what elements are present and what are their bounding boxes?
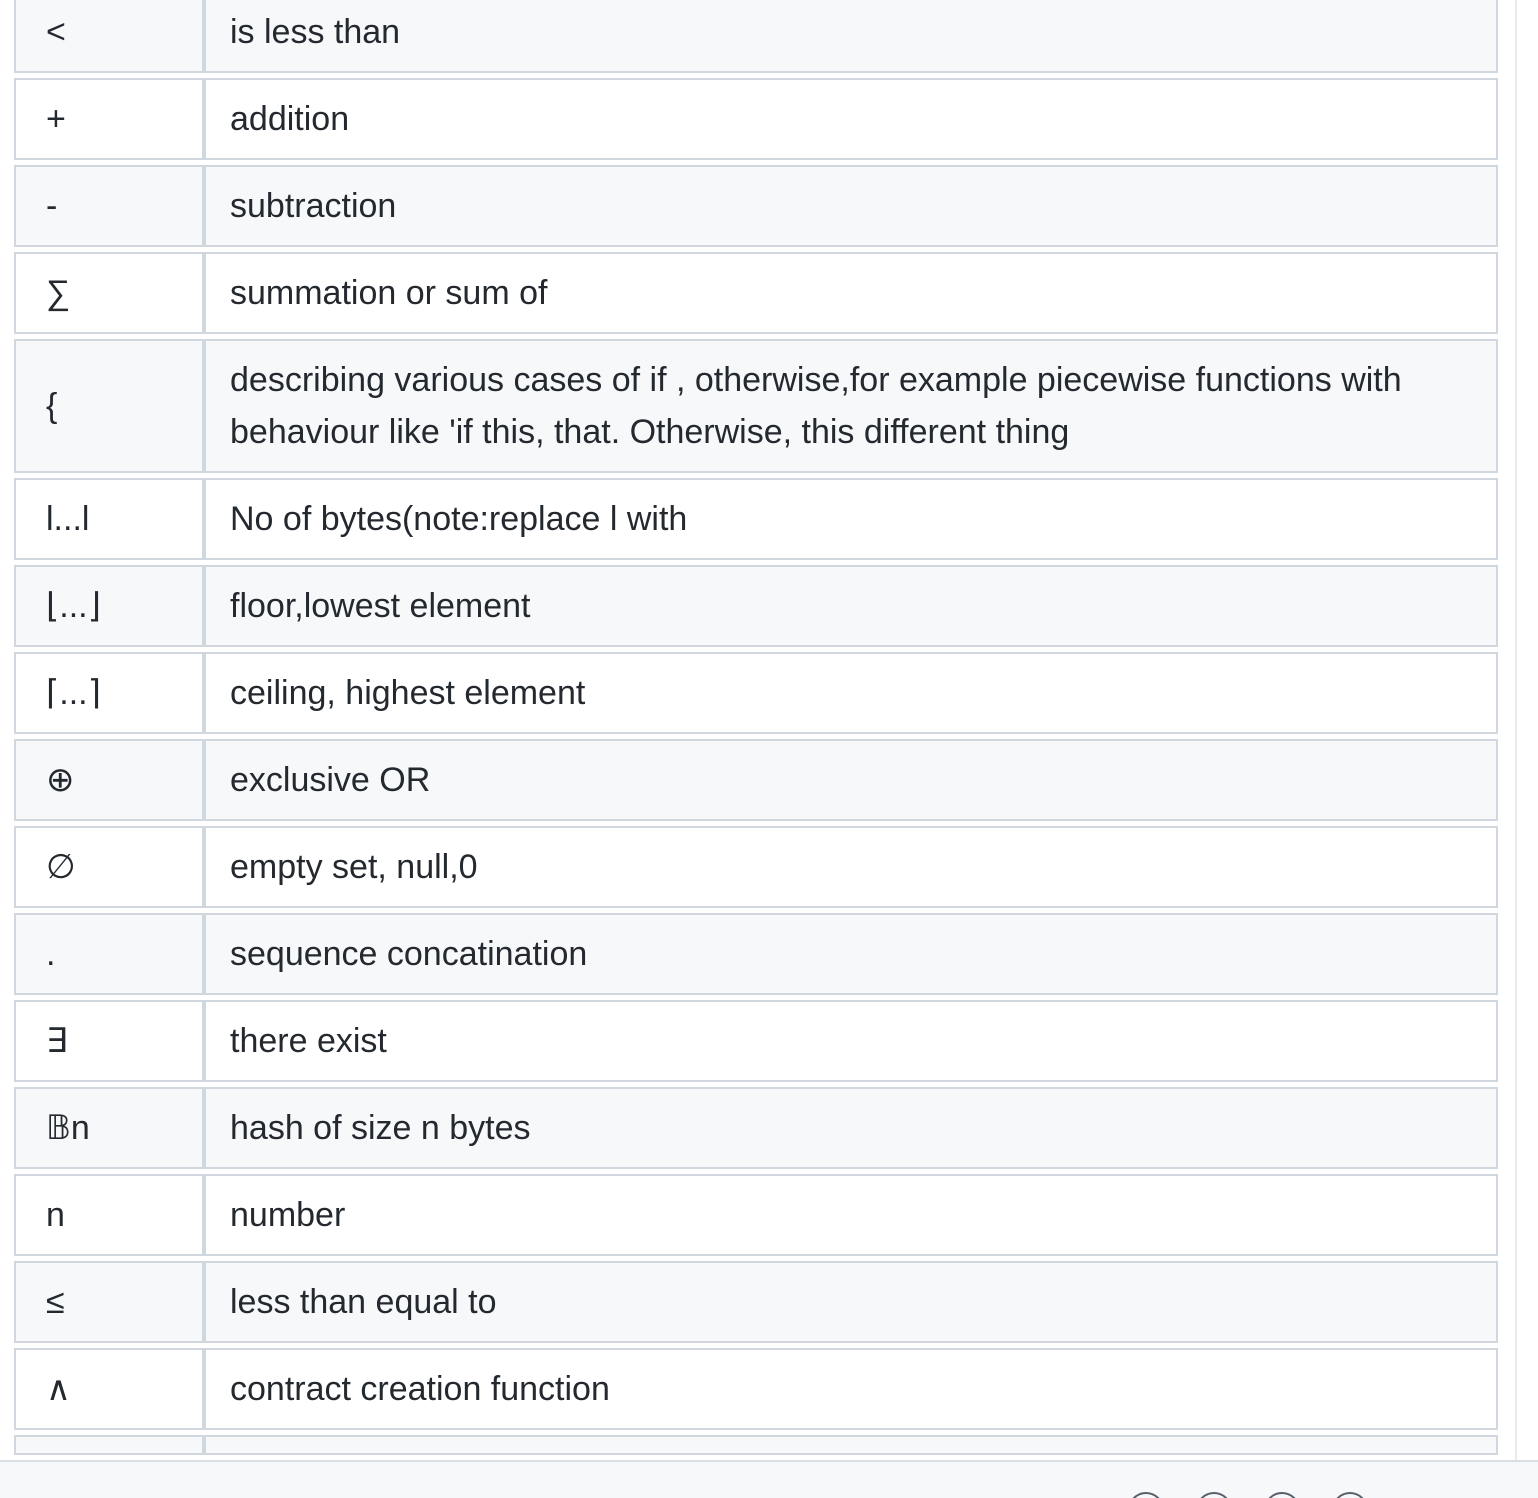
table-row bbox=[14, 0, 1498, 73]
meaning-cell: describing various cases of if , otherwise,for example piecewise functions with behaviour like 'if this, that. Otherwise, this different thing bbox=[204, 339, 1498, 473]
symbol-cell: ∃ bbox=[14, 1000, 204, 1082]
symbol-cell: ⌊...⌋ bbox=[14, 565, 204, 647]
table-row bbox=[14, 165, 1498, 247]
symbol-cell: ∅ bbox=[14, 826, 204, 908]
table-row bbox=[14, 1261, 1498, 1343]
toolbar-button-2[interactable] bbox=[1196, 1492, 1232, 1498]
table-row bbox=[14, 339, 1498, 473]
symbol-cell: - bbox=[14, 165, 204, 247]
table-row bbox=[14, 739, 1498, 821]
table-row bbox=[14, 78, 1498, 160]
symbol-cell: ∧ bbox=[14, 1348, 204, 1430]
table-row bbox=[14, 1087, 1498, 1169]
meaning-cell: there exist bbox=[204, 1000, 1498, 1082]
table-row bbox=[14, 652, 1498, 734]
meaning-cell: number bbox=[204, 1174, 1498, 1256]
symbol-cell: < bbox=[14, 0, 204, 73]
meaning-cell: is less than bbox=[204, 0, 1498, 73]
symbol-cell: l...l bbox=[14, 478, 204, 560]
table-row bbox=[14, 478, 1498, 560]
symbol-cell: . bbox=[14, 913, 204, 995]
meaning-cell: contract creation function bbox=[204, 1348, 1498, 1430]
meaning-cell: ceiling, highest element bbox=[204, 652, 1498, 734]
table-row bbox=[14, 565, 1498, 647]
symbol-cell: 𝔹n bbox=[14, 1087, 204, 1169]
table-row bbox=[14, 1435, 1498, 1455]
symbol-cell: ⊕ bbox=[14, 739, 204, 821]
table-row bbox=[14, 1348, 1498, 1430]
bottom-toolbar bbox=[0, 1460, 1538, 1498]
table-row bbox=[14, 1174, 1498, 1256]
meaning-cell: exclusive OR bbox=[204, 739, 1498, 821]
symbol-cell: ∑ bbox=[14, 252, 204, 334]
toolbar-button-3[interactable] bbox=[1264, 1492, 1300, 1498]
meaning-cell: No of bytes(note:replace l with bbox=[204, 478, 1498, 560]
symbol-cell bbox=[14, 1435, 204, 1455]
meaning-cell: less than equal to bbox=[204, 1261, 1498, 1343]
symbol-cell: { bbox=[14, 339, 204, 473]
symbol-cell: n bbox=[14, 1174, 204, 1256]
table-row bbox=[14, 252, 1498, 334]
meaning-cell: addition bbox=[204, 78, 1498, 160]
toolbar-button-4[interactable] bbox=[1332, 1492, 1368, 1498]
table-row bbox=[14, 1000, 1498, 1082]
meaning-cell bbox=[204, 1435, 1498, 1455]
meaning-cell: hash of size n bytes bbox=[204, 1087, 1498, 1169]
symbol-table-container[interactable] bbox=[14, 0, 1498, 1460]
toolbar-button-1[interactable] bbox=[1128, 1492, 1164, 1498]
table-row bbox=[14, 826, 1498, 908]
meaning-cell: subtraction bbox=[204, 165, 1498, 247]
table-row bbox=[14, 913, 1498, 995]
symbol-table bbox=[14, 0, 1498, 1460]
symbol-cell: + bbox=[14, 78, 204, 160]
meaning-cell: sequence concatination bbox=[204, 913, 1498, 995]
symbol-cell: ≤ bbox=[14, 1261, 204, 1343]
meaning-cell: empty set, null,0 bbox=[204, 826, 1498, 908]
meaning-cell: summation or sum of bbox=[204, 252, 1498, 334]
symbol-table-body bbox=[14, 0, 1498, 1455]
scroll-track[interactable] bbox=[1515, 0, 1517, 1460]
meaning-cell: floor,lowest element bbox=[204, 565, 1498, 647]
symbol-cell: ⌈...⌉ bbox=[14, 652, 204, 734]
